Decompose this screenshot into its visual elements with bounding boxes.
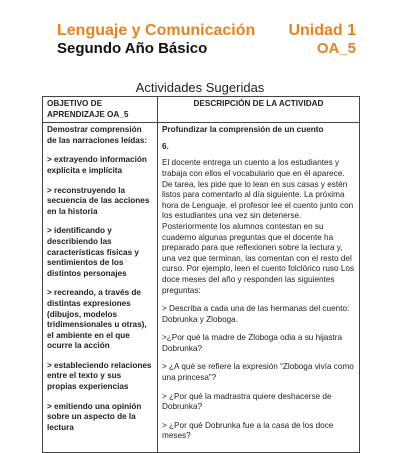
section-title: Actividades Sugeridas bbox=[135, 80, 265, 95]
objective-intro: Demostrar comprensión de las narraciones leídas: bbox=[47, 125, 148, 145]
subject-title: Lenguaje y Comunicación bbox=[57, 22, 256, 39]
objective-item: > emitiendo una opinión sobre un aspecto de la lectura bbox=[47, 401, 142, 432]
objective-item: > identificando y describiendo las características físicas y sentimientos de los distintos personajes bbox=[47, 226, 139, 278]
table-row bbox=[43, 123, 360, 453]
activity-column-header: DESCRIPCIÓN DE LA ACTIVIDAD bbox=[158, 97, 360, 123]
question-item: > Describa a cada una de las hermanas del cuento: Dobrunka y Zloboga. bbox=[162, 304, 350, 324]
question-item: >¿Por qué la madre de Zloboga odia a su hijastra Dobrunka? bbox=[162, 333, 343, 353]
question-item: > ¿A qué se refiere la expresión “Zloboga vivía como una princesa”? bbox=[162, 362, 354, 383]
objective-column-header: OBJETIVO DE APRENDIZAJE OA_5 bbox=[43, 97, 158, 123]
objective-item: > estableciendo relaciones entre el texto y sus propias experiencias bbox=[47, 360, 152, 392]
question-item: > ¿Por qué Dobrunka fue a la casa de los doce meses? bbox=[162, 420, 334, 441]
activity-title: Profundizar la comprensión de un cuento bbox=[162, 125, 324, 135]
objectives-cell bbox=[43, 123, 158, 453]
unit-label: Unidad 1 bbox=[288, 22, 356, 39]
activity-cell bbox=[158, 123, 360, 453]
oa-label: OA_5 bbox=[316, 40, 356, 57]
activities-table bbox=[42, 96, 360, 453]
activity-description: El docente entrega un cuento a los estudiantes y trabaja con ellos el vocabulario que en él aparece. De tarea, les pide que lo lean en sus casas y estén listos para comentarlo al día siguiente. La próxima hora de Lenguaje, el profesor lee el cuento junto con los estudiantes una vez sin detenerse. Posteriormente los alumnos contestan en su cuaderno algunas preguntas que el docente ha preparado para que reflexionen sobre la lectura y, una vez que terminan, las comentan con el resto del curso. Por ejemplo, leen el cuento folclórico ruso Los doce meses del año y responden las siguientes preguntas: bbox=[162, 158, 355, 295]
table-header-row bbox=[43, 97, 360, 123]
grade-title: Segundo Año Básico bbox=[57, 40, 208, 57]
activity-number: 6. bbox=[162, 141, 169, 151]
objective-item: > extrayendo información explícita e implícita bbox=[47, 155, 147, 175]
objective-item: > reconstruyendo la secuencia de las acciones en la historia bbox=[47, 185, 150, 216]
question-item: > ¿Por qué la madrastra quiere deshacerse de Dobrunka? bbox=[162, 391, 332, 412]
objective-item: > recreando, a través de distintas expresiones (dibujos, modelos tridimensionales u otras), el ambiente en el que ocurre la acción bbox=[47, 288, 147, 351]
